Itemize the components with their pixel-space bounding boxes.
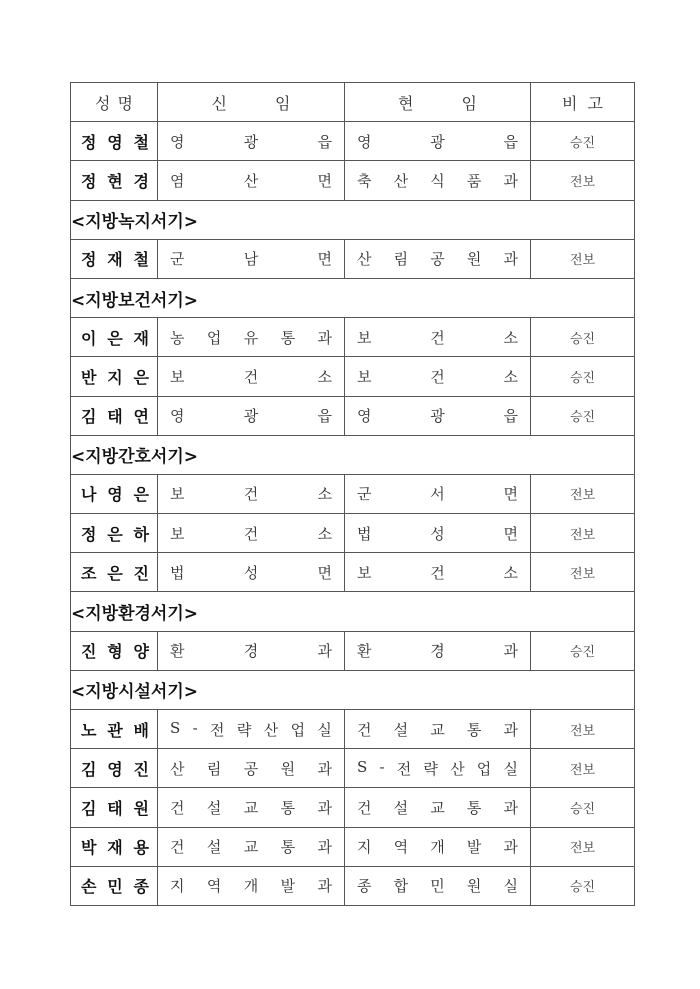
new-post: 지 역 개 발 과 (158, 866, 345, 905)
new-post: 보 건 소 (158, 474, 345, 513)
current-post: 환 경 과 (345, 631, 531, 670)
header-remark: 비 고 (531, 83, 635, 122)
table-body (71, 122, 635, 906)
remark: 전보 (531, 161, 635, 200)
table-row (71, 161, 635, 200)
current-post: 보 건 소 (345, 357, 531, 396)
table-row (71, 866, 635, 905)
new-post: 영 광 읍 (158, 122, 345, 161)
current-post: 지 역 개 발 과 (345, 827, 531, 866)
current-post: 축 산 식 품 과 (345, 161, 531, 200)
new-post: 염 산 면 (158, 161, 345, 200)
new-post: 군 남 면 (158, 239, 345, 278)
current-post: 보 건 소 (345, 318, 531, 357)
group-header-row (71, 278, 635, 317)
table-row (71, 514, 635, 553)
table-row (71, 396, 635, 435)
new-post: 환 경 과 (158, 631, 345, 670)
person-name: 노 관 배 (71, 710, 158, 749)
person-name: 김 영 진 (71, 749, 158, 788)
header-new-post: 신 임 (158, 83, 345, 122)
remark: 전보 (531, 474, 635, 513)
remark: 승진 (531, 866, 635, 905)
table-row (71, 749, 635, 788)
table-row (71, 553, 635, 592)
group-header-row (71, 435, 635, 474)
current-post: 군 서 면 (345, 474, 531, 513)
group-header-row (71, 200, 635, 239)
person-name: 김 태 원 (71, 788, 158, 827)
current-post: 법 성 면 (345, 514, 531, 553)
table-row (71, 122, 635, 161)
personnel-table (70, 82, 635, 906)
table-row (71, 710, 635, 749)
header-row (71, 83, 635, 122)
group-label: <지방보건서기> (71, 278, 635, 317)
group-label: <지방시설서기> (71, 670, 635, 709)
header-name: 성 명 (71, 83, 158, 122)
current-post: S - 전 략 산 업 실 (345, 749, 531, 788)
new-post: S - 전 략 산 업 실 (158, 710, 345, 749)
group-header-row (71, 670, 635, 709)
table-row (71, 474, 635, 513)
new-post: 농 업 유 통 과 (158, 318, 345, 357)
current-post: 영 광 읍 (345, 396, 531, 435)
new-post: 보 건 소 (158, 357, 345, 396)
new-post: 영 광 읍 (158, 396, 345, 435)
person-name: 정 재 철 (71, 239, 158, 278)
remark: 전보 (531, 239, 635, 278)
table-row (71, 318, 635, 357)
new-post: 보 건 소 (158, 514, 345, 553)
person-name: 정 은 하 (71, 514, 158, 553)
group-label: <지방환경서기> (71, 592, 635, 631)
remark: 승진 (531, 396, 635, 435)
remark: 승진 (531, 318, 635, 357)
table-row (71, 788, 635, 827)
person-name: 정 현 경 (71, 161, 158, 200)
new-post: 법 성 면 (158, 553, 345, 592)
new-post: 건 설 교 통 과 (158, 788, 345, 827)
header-current-post: 현 임 (345, 83, 531, 122)
current-post: 산 림 공 원 과 (345, 239, 531, 278)
person-name: 손 민 종 (71, 866, 158, 905)
current-post: 보 건 소 (345, 553, 531, 592)
table-row (71, 631, 635, 670)
current-post: 종 합 민 원 실 (345, 866, 531, 905)
table-row (71, 239, 635, 278)
remark: 승진 (531, 631, 635, 670)
group-label: <지방녹지서기> (71, 200, 635, 239)
new-post: 건 설 교 통 과 (158, 827, 345, 866)
remark: 전보 (531, 710, 635, 749)
current-post: 건 설 교 통 과 (345, 788, 531, 827)
remark: 승진 (531, 122, 635, 161)
group-label: <지방간호서기> (71, 435, 635, 474)
person-name: 박 재 용 (71, 827, 158, 866)
current-post: 건 설 교 통 과 (345, 710, 531, 749)
remark: 승진 (531, 357, 635, 396)
person-name: 반 지 은 (71, 357, 158, 396)
remark: 전보 (531, 827, 635, 866)
remark: 승진 (531, 788, 635, 827)
new-post: 산 림 공 원 과 (158, 749, 345, 788)
person-name: 조 은 진 (71, 553, 158, 592)
person-name: 김 태 연 (71, 396, 158, 435)
remark: 전보 (531, 514, 635, 553)
person-name: 정 영 철 (71, 122, 158, 161)
table-row (71, 357, 635, 396)
person-name: 이 은 재 (71, 318, 158, 357)
person-name: 나 영 은 (71, 474, 158, 513)
person-name: 진 형 양 (71, 631, 158, 670)
remark: 전보 (531, 553, 635, 592)
group-header-row (71, 592, 635, 631)
table-row (71, 827, 635, 866)
remark: 전보 (531, 749, 635, 788)
current-post: 영 광 읍 (345, 122, 531, 161)
